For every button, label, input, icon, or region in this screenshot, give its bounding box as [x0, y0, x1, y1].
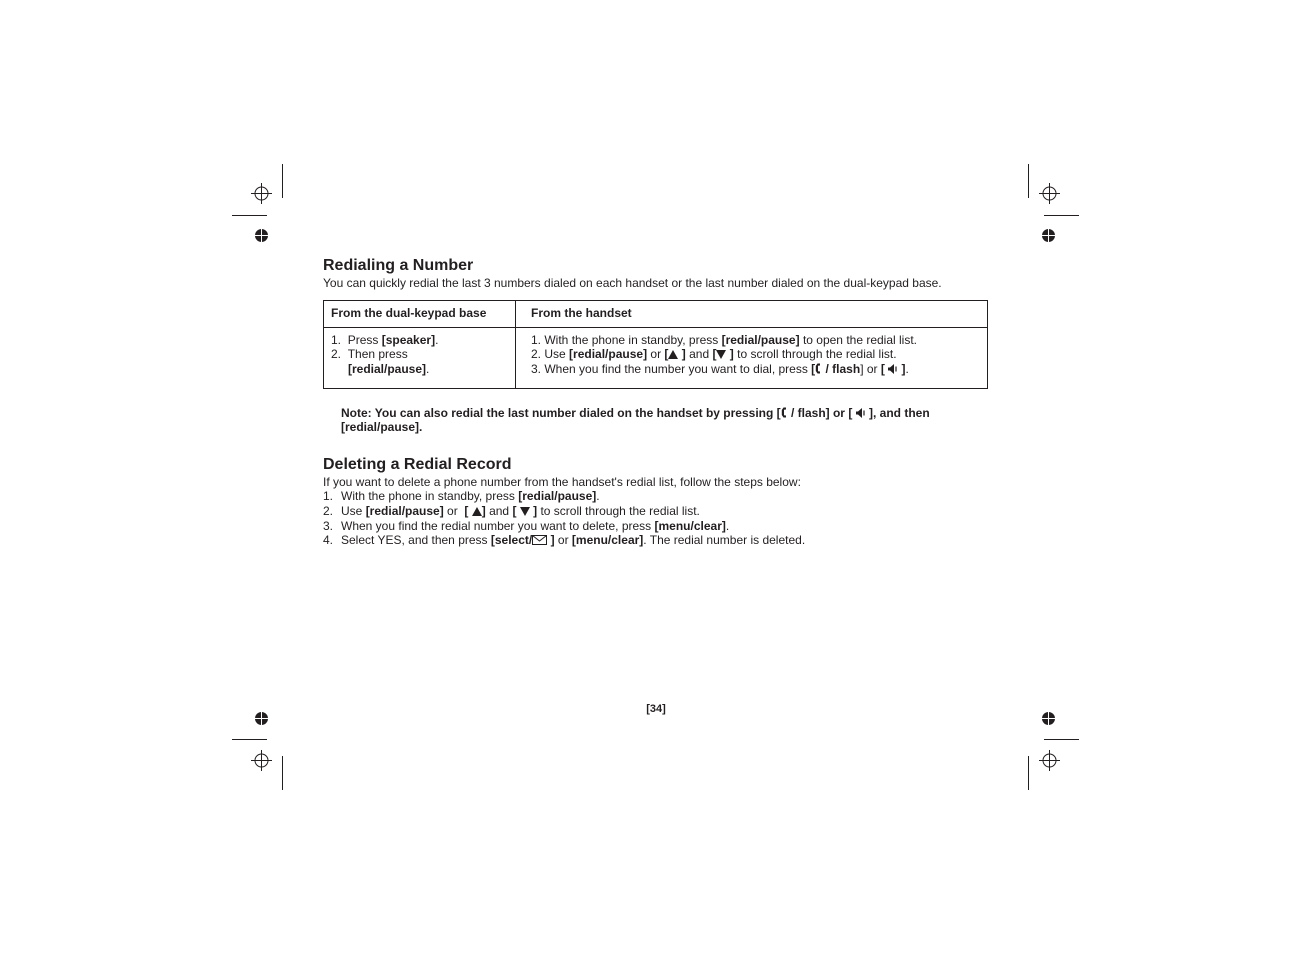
key-label: [redial/pause] — [365, 503, 444, 518]
key-label: [ — [464, 503, 472, 518]
step-text: or — [554, 533, 572, 548]
section-title-deleting: Deleting a Redial Record — [323, 455, 512, 473]
registration-crosshair-icon — [1039, 750, 1060, 771]
page-number: [34] — [646, 703, 666, 715]
key-label: [redial/pause] — [569, 347, 648, 362]
crop-line — [282, 164, 283, 198]
step-text: . — [426, 361, 430, 376]
step-number: 2. — [323, 503, 334, 518]
speaker-icon — [888, 364, 898, 374]
list-item — [323, 489, 989, 504]
step-text: Use — [341, 503, 366, 518]
delete-steps-list — [323, 489, 989, 547]
step-text: . — [435, 332, 439, 347]
note-text-part: ], and then — [865, 405, 930, 420]
table-header-handset: From the handset — [516, 300, 988, 327]
list-item — [531, 333, 980, 348]
step-text: Use — [544, 347, 570, 362]
key-label: / flash — [822, 361, 861, 376]
crop-line — [232, 739, 267, 740]
list-item-continuation — [331, 362, 508, 377]
step-text: . — [596, 489, 600, 504]
key-label: [redial/pause] — [721, 332, 800, 347]
step-text: With the phone in standby, press — [341, 489, 519, 504]
page-content — [323, 256, 989, 548]
crop-line — [232, 215, 267, 216]
step-text: and — [485, 503, 513, 518]
step-text: and — [685, 347, 713, 362]
registration-crosshair-icon — [251, 750, 272, 771]
step-number: 1. — [323, 489, 334, 504]
crop-line — [282, 756, 283, 790]
registration-crosshair-icon — [251, 183, 272, 204]
key-label: [ — [712, 347, 717, 362]
redial-methods-table — [323, 300, 988, 389]
step-text: When you find the redial number you want to delete, press — [341, 518, 655, 533]
section-title-redialing: Redialing a Number — [323, 257, 474, 274]
key-label: [redial/pause] — [348, 361, 427, 376]
key-label: [ — [880, 361, 885, 376]
list-item — [531, 362, 980, 377]
down-triangle-icon — [716, 350, 726, 359]
key-label: ] — [481, 503, 486, 518]
note-text-part: / flash] or [ — [787, 405, 853, 420]
registration-crosshair-icon — [1039, 183, 1060, 204]
key-label: ] — [898, 361, 906, 376]
step-number: 2. — [331, 347, 342, 362]
step-text: With the phone in standby, press — [544, 332, 722, 347]
key-label: [ — [512, 503, 520, 518]
speaker-icon — [856, 408, 866, 418]
key-label: ] — [529, 503, 538, 518]
step-text: or — [443, 503, 465, 518]
handset-steps-cell — [516, 327, 988, 388]
step-text: Select YES, and then press — [341, 533, 491, 548]
key-label: [ — [664, 347, 669, 362]
crop-line — [1044, 215, 1079, 216]
key-label: [ — [811, 361, 816, 376]
note-text — [341, 406, 989, 435]
key-label: [menu/clear] — [571, 533, 644, 548]
crop-line — [1028, 756, 1029, 790]
up-triangle-icon — [668, 350, 678, 359]
step-text: . The redial number is deleted. — [643, 533, 806, 548]
step-number: 1. — [331, 332, 342, 347]
crop-line — [1044, 739, 1079, 740]
step-text: ] or — [860, 361, 881, 376]
table-header-row — [324, 300, 988, 327]
section-intro-redialing: You can quickly redial the last 3 numbers dialed on each handset or the last number dialed on the dual-keypad base. — [323, 276, 942, 290]
talk-handset-icon — [781, 407, 788, 418]
step-text: When you find the number you want to dial, press — [544, 361, 812, 376]
note-text-part: Note: You can also redial the last number dialed on the handset by pressing [ — [341, 405, 781, 420]
step-text: Then press — [347, 347, 408, 362]
table-header-base: From the dual-keypad base — [324, 300, 516, 327]
key-label: ] — [678, 347, 686, 362]
note-text-part: [redial/pause]. — [341, 420, 423, 435]
list-item — [323, 519, 989, 534]
base-steps-cell — [324, 327, 516, 388]
registration-dot-icon — [255, 229, 268, 242]
step-text: to scroll through the redial list. — [733, 347, 897, 362]
step-text: Press — [347, 332, 382, 347]
envelope-icon — [532, 535, 547, 545]
step-text: to scroll through the redial list. — [537, 503, 700, 518]
key-label: [speaker] — [381, 332, 436, 347]
step-text: . — [725, 518, 730, 533]
key-label: ] — [726, 347, 734, 362]
crop-line — [1028, 164, 1029, 198]
list-item — [331, 347, 508, 362]
up-triangle-icon — [472, 507, 482, 516]
table-row — [324, 327, 988, 388]
list-item — [323, 533, 989, 548]
key-label: [select/ — [490, 533, 533, 548]
key-label: ] — [547, 533, 555, 548]
step-text: . — [905, 361, 909, 376]
step-number: 2. — [531, 347, 542, 362]
key-label: [redial/pause] — [518, 489, 597, 504]
step-number: 4. — [323, 533, 334, 548]
list-item — [323, 504, 989, 519]
step-text: to open the redial list. — [799, 332, 918, 347]
step-number: 3. — [531, 361, 542, 376]
step-text: or — [647, 347, 665, 362]
down-triangle-icon — [520, 507, 530, 516]
step-number: 3. — [323, 518, 334, 533]
list-item — [331, 333, 508, 348]
section-intro-deleting: If you want to delete a phone number from the handset's redial list, follow the steps below: — [323, 474, 801, 489]
list-item — [531, 347, 980, 362]
key-label: [menu/clear] — [654, 518, 726, 533]
registration-dot-icon — [1042, 229, 1055, 242]
step-number: 1. — [531, 332, 542, 347]
